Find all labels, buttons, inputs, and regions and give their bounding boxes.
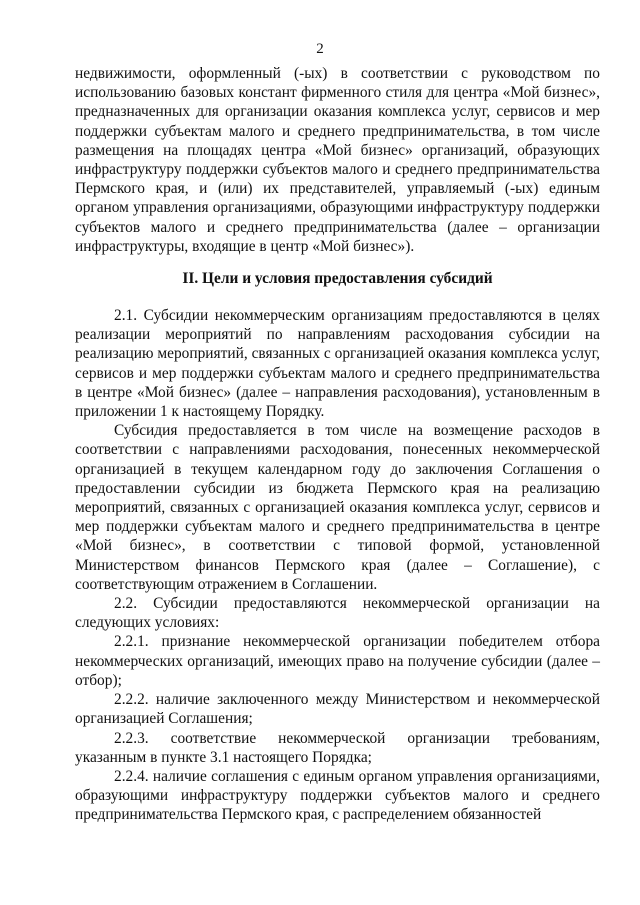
paragraph-2-2-4: 2.2.4. наличие соглашения с единым органом управления организациями, образующими инфраструктуру поддержки субъектов малого и среднего предпринимательства Пермского края, с распределением обязанностей [75,767,600,824]
page-number: 2 [316,41,324,57]
section-heading: II. Цели и условия предоставления субсидий [182,270,493,288]
document-body [75,64,600,825]
paragraph-2-2-3: 2.2.3. соответствие некоммерческой организации требованиям, указанным в пункте 3.1 настоящего Порядка; [75,729,600,766]
paragraph-2-2: 2.2. Субсидии предоставляются некоммерческой организации на следующих условиях: [75,595,600,632]
paragraph-continuation: недвижимости, оформленный (-ых) в соответствии с руководством по использованию базовых констант фирменного стиля для центра «Мой бизнес», предназначенных для организации оказания комплекса услуг, сервисов и мер поддержки субъектам малого и среднего предпринимательства, в том числе размещения на площадях центра «Мой бизнес» организаций, образующих инфраструктуру поддержки субъектов малого и среднего предпринимательства Пермского края, и (или) их представителей, управляемый (-ых) единым органом управления организациями, образующими инфраструктуру поддержки субъектов малого и среднего предпринимательства (далее – организации инфраструктуры, входящие в центр «Мой бизнес»). [75,65,600,255]
paragraph-2-2-1: 2.2.1. признание некоммерческой организации победителем отбора некоммерческих организаций, имеющих право на получение субсидии (далее – отбор); [75,633,600,689]
paragraph-2-1-subsidy: Субсидия предоставляется в том числе на возмещение расходов в соответствии с направлениями расходования, понесенных некоммерческой организацией в текущем календарном году до заключения Соглашения о предоставлении субсидии из бюджета Пермского края на реализацию мероприятий, связанных с организацией оказания комплекса услуг, сервисов и мер поддержки субъектам малого и среднего предпринимательства в центре «Мой бизнес», в соответствии с типовой формой, установленной Министерством финансов Пермского края (далее – Соглашение), с соответствующим отражением в Соглашении. [75,422,600,593]
paragraph-2-2-2: 2.2.2. наличие заключенного между Министерством и некоммерческой организацией Соглашения; [75,691,600,728]
paragraph-2-1: 2.1. Субсидии некоммерческим организациям предоставляются в целях реализации мероприятий по направлениям расходования субсидии на реализацию мероприятий, связанных с организацией оказания комплекса услуг, сервисов и мер поддержки субъектам малого и среднего предпринимательства в центре «Мой бизнес» (далее – направления расходования), установленным в приложении 1 к настоящему Порядку. [75,307,600,421]
